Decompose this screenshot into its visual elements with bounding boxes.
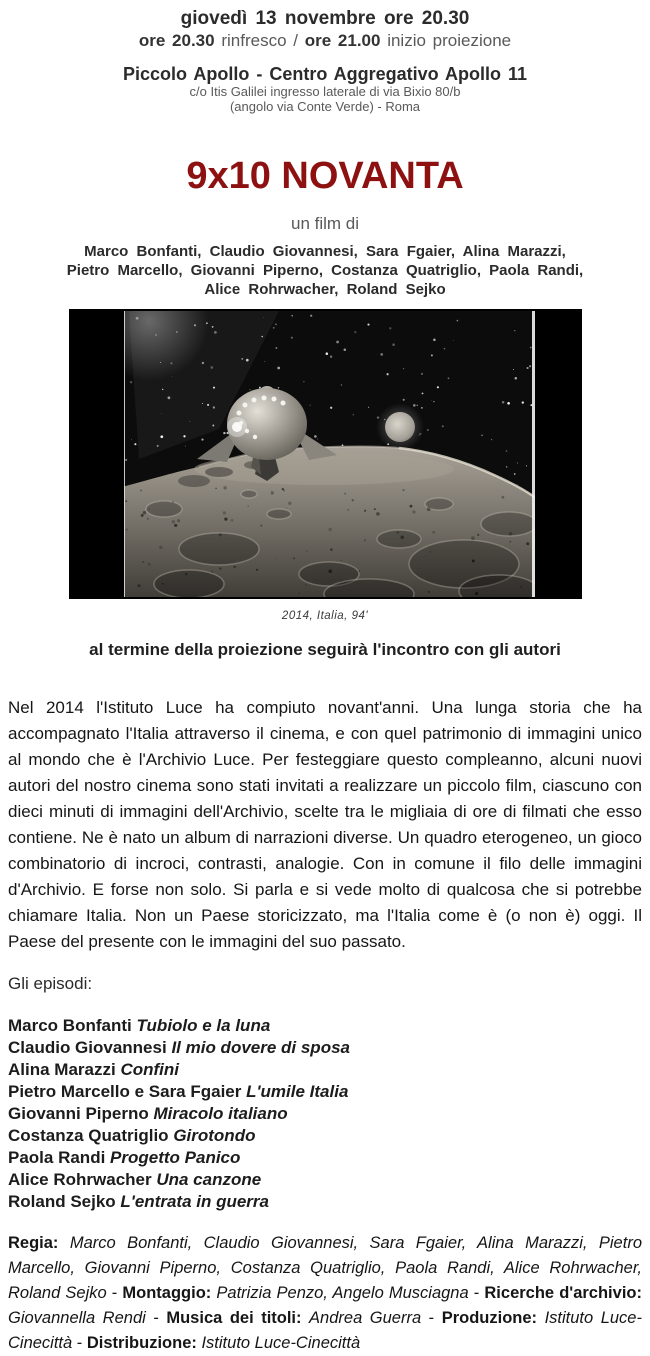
- episode-director: Pietro Marcello e Sara Fgaier: [8, 1082, 242, 1101]
- synopsis-paragraph: Nel 2014 l'Istituto Luce ha compiuto novant'anni. Una lunga storia che ha accompagnato l'Italia attraverso il cinema, e con quel patrimonio di immagini unico al mondo che è l'Archivio Luce. Per festeggiare questo compleanno, alcuni nuovi autori del nostro cinema sono stati invitati a realizzare un piccolo film, ciascuno con dieci minuti di immagini dell'Archivio, scelte tra le migliaia di ore di filmati che esso contiene. Ne è nato un album di narrazioni diverse. Un quadro eterogeneo, un gioco combinatorio di incroci, contrasti, analogie. Con in comune il filo delle immagini d'Archivio. E forse non solo. Si parla e si vede molto di qualcosa che si potrebbe chiamare Italia. Non un Paese storicizzato, ma l'Italia come è (o non è) oggi. Il Paese del presente con le immagini del suo passato.: [8, 698, 642, 951]
- credit-segment: [166, 1309, 441, 1327]
- event-date-line: giovedì 13 novembre ore 20.30: [180, 8, 470, 29]
- credit-label: Montaggio:: [122, 1284, 212, 1302]
- directors-line-2: Pietro Marcello, Giovanni Piperno, Costanza Quatriglio, Paola Randi,: [66, 262, 584, 279]
- planet-icon: [385, 412, 415, 442]
- film-edge-right: [532, 311, 535, 597]
- episode-director: Costanza Quatriglio: [8, 1126, 169, 1145]
- film-byline: un film di: [290, 214, 360, 233]
- credit-segment: [122, 1284, 484, 1302]
- episode-title: Una canzone: [156, 1170, 262, 1189]
- episodes-heading: Gli episodi:: [8, 974, 93, 993]
- credit-value: Istituto Luce-Cinecittà: [201, 1334, 361, 1352]
- credit-separator: -: [72, 1334, 87, 1352]
- credit-separator: -: [145, 1309, 167, 1327]
- episode-director: Alina Marazzi: [8, 1060, 116, 1079]
- venue-address-line-2: (angolo via Conte Verde) - Roma: [229, 99, 421, 114]
- credit-value: Marco Bonfanti, Claudio Giovannesi, Sara Fgaier, Alina Marazzi, Pietro Marcello, Giovanni Piperno, Costanza Quatriglio, Paola Randi, Alice Rohrwacher, Roland Sejko: [8, 1234, 642, 1302]
- directors-line-1: Marco Bonfanti, Claudio Giovannesi, Sara Fgaier, Alina Marazzi,: [84, 243, 566, 260]
- episode-row: [8, 1037, 642, 1059]
- episode-director: Claudio Giovannesi: [8, 1038, 167, 1057]
- episode-director: Roland Sejko: [8, 1192, 116, 1211]
- episode-row: [8, 1081, 642, 1103]
- episode-title: Miracolo italiano: [153, 1104, 288, 1123]
- event-schedule-line: [8, 30, 642, 52]
- venue-address-line-1: c/o Itis Galilei ingresso laterale di via Bixio 80/b: [189, 84, 461, 99]
- schedule-label-1: rinfresco: [221, 31, 287, 50]
- credit-label: Ricerche d'archivio:: [484, 1284, 642, 1302]
- directors-line-3: Alice Rohrwacher, Roland Sejko: [204, 281, 446, 298]
- episode-row: [8, 1147, 642, 1169]
- episode-title: L'entrata in guerra: [120, 1192, 269, 1211]
- schedule-label-2: inizio proiezione: [387, 31, 512, 50]
- credit-value: Patrizia Penzo, Angelo Musciagna: [216, 1284, 469, 1302]
- credit-label: Distribuzione:: [86, 1334, 197, 1352]
- moonscape-scene: [69, 309, 582, 599]
- credits-paragraph: [8, 1231, 642, 1356]
- episode-director: Giovanni Piperno: [8, 1104, 149, 1123]
- credit-value: Giovannella Rendi: [8, 1309, 146, 1327]
- episode-title: Progetto Panico: [110, 1148, 241, 1167]
- episode-director: Paola Randi: [8, 1148, 106, 1167]
- credit-segment: [87, 1334, 360, 1352]
- episode-row: [8, 1015, 642, 1037]
- credit-label: Produzione:: [441, 1309, 538, 1327]
- episode-row: [8, 1169, 642, 1191]
- credit-value: Istituto Luce-Cinecittà: [8, 1309, 642, 1352]
- schedule-time-1: ore 20.30: [138, 31, 215, 50]
- credit-separator: -: [106, 1284, 123, 1302]
- still-caption: 2014, Italia, 94': [281, 610, 369, 622]
- episode-title: Confini: [120, 1060, 179, 1079]
- credit-value: Andrea Guerra: [309, 1309, 422, 1327]
- film-still-image: [69, 309, 582, 599]
- directors-list: [8, 242, 642, 299]
- schedule-time-2: ore 21.00: [304, 31, 381, 50]
- credit-separator: -: [468, 1284, 485, 1302]
- episode-title: Tubiolo e la luna: [136, 1016, 271, 1035]
- venue-name: Piccolo Apollo - Centro Aggregativo Apollo 11: [122, 64, 528, 84]
- episode-director: Alice Rohrwacher: [8, 1170, 152, 1189]
- episode-title: Il mio dovere di sposa: [171, 1038, 350, 1057]
- episode-title: Girotondo: [173, 1126, 256, 1145]
- credit-label: Regia:: [8, 1234, 59, 1252]
- credit-separator: -: [421, 1309, 442, 1327]
- announcement-line: al termine della proiezione seguirà l'incontro con gli autori: [89, 640, 561, 659]
- moon-surface: [122, 447, 539, 609]
- credit-label: Musica dei titoli:: [166, 1309, 302, 1327]
- episode-row: [8, 1103, 642, 1125]
- episode-row: [8, 1125, 642, 1147]
- schedule-separator: /: [293, 31, 298, 50]
- episode-title: L'umile Italia: [246, 1082, 349, 1101]
- episode-row: [8, 1191, 642, 1213]
- episode-row: [8, 1059, 642, 1081]
- film-title: 9x10 NOVANTA: [186, 155, 464, 197]
- episodes-list: [8, 1015, 642, 1213]
- episode-director: Marco Bonfanti: [8, 1016, 132, 1035]
